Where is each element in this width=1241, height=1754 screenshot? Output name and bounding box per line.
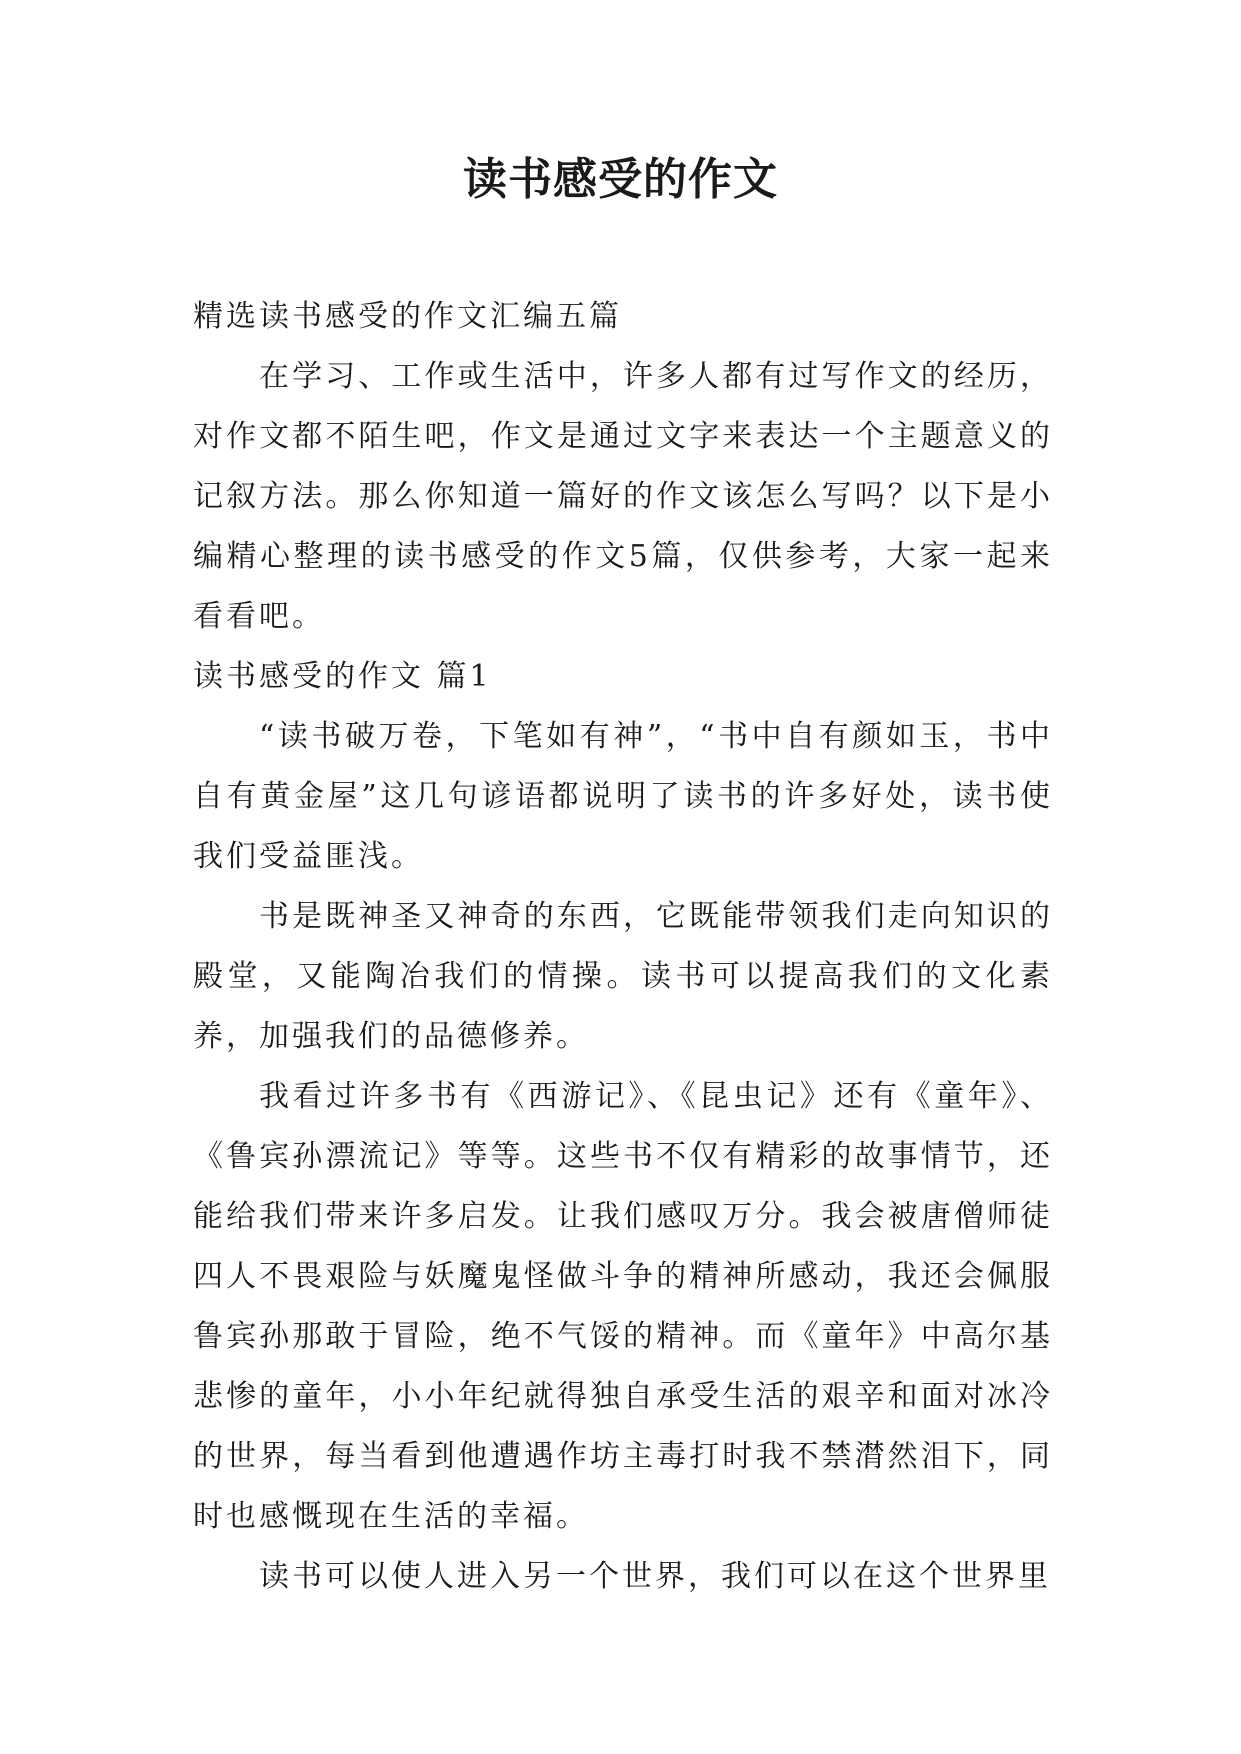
- paragraph-intro: 在学习、工作或生活中，许多人都有过写作文的经历，对作文都不陌生吧，作文是通过文字来表达一个主题意义的记叙方法。那么你知道一篇好的作文该怎么写吗？以下是小编精心整理的读书感受的作文5篇，仅供参考，大家一起来看看吧。: [193, 359, 1053, 634]
- paragraph-subtitle: 精选读书感受的作文汇编五篇: [193, 299, 622, 334]
- paragraph-section-heading: 读书感受的作文 篇1: [193, 659, 492, 694]
- paragraph-body: 书是既神圣又神奇的东西，它既能带领我们走向知识的殿堂，又能陶冶我们的情操。读书可以提高我们的文化素养，加强我们的品德修养。: [193, 899, 1053, 1054]
- document-body: [193, 287, 1053, 1607]
- paragraph-body: “读书破万卷，下笔如有神”，“书中自有颜如玉，书中自有黄金屋”这几句谚语都说明了读书的许多好处，读书使我们受益匪浅。: [193, 719, 1053, 874]
- paragraph-body: 读书可以使人进入另一个世界，我们可以在这个世界里: [259, 1559, 1051, 1594]
- document-title: 读书感受的作文: [463, 154, 778, 205]
- paragraph-body: 我看过许多书有《西游记》、《昆虫记》还有《童年》、《鲁宾孙漂流记》等等。这些书不仅有精彩的故事情节，还能给我们带来许多启发。让我们感叹万分。我会被唐僧师徒四人不畏艰险与妖魔鬼怪做斗争的精神所感动，我还会佩服鲁宾孙那敢于冒险，绝不气馁的精神。而《童年》中高尔基悲惨的童年，小小年纪就得独自承受生活的艰辛和面对冰冷的世界，每当看到他遭遇作坊主毒打时我不禁潸然泪下，同时也感慨现在生活的幸福。: [193, 1079, 1053, 1534]
